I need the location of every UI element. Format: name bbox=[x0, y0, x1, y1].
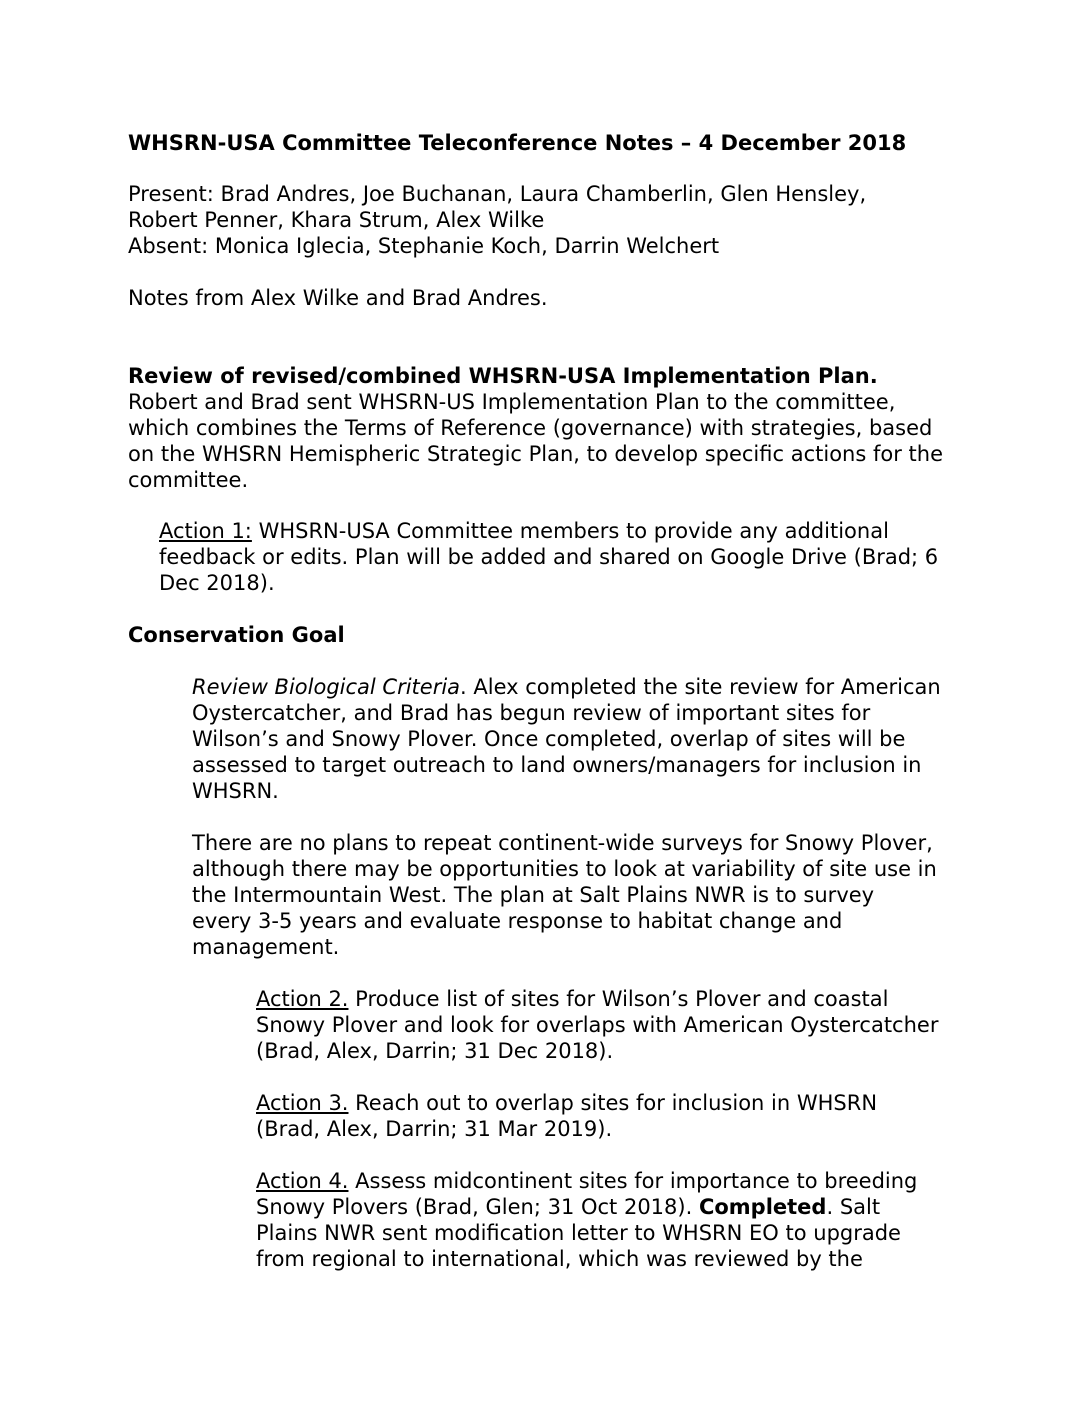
review-paragraph-line: which combines the Terms of Reference (governance) with strategies, based bbox=[128, 416, 933, 440]
action-2-line: (Brad, Alex, Darrin; 31 Dec 2018). bbox=[256, 1039, 614, 1063]
present-line-1: Present: Brad Andres, Joe Buchanan, Laura Chamberlin, Glen Hensley, bbox=[128, 182, 867, 206]
review-paragraph-line: on the WHSRN Hemispheric Strategic Plan, to develop specific actions for the bbox=[128, 442, 943, 466]
criteria-line: WHSRN. bbox=[192, 779, 279, 803]
surveys-line: management. bbox=[192, 935, 340, 959]
surveys-line: There are no plans to repeat continent-wide surveys for Snowy Plover, bbox=[192, 831, 933, 855]
action-4-line: Plains NWR sent modification letter to WHSRN EO to upgrade bbox=[256, 1221, 901, 1245]
absent-line: Absent: Monica Iglecia, Stephanie Koch, Darrin Welchert bbox=[128, 234, 720, 258]
action-1-line-3: Dec 2018). bbox=[159, 571, 275, 595]
review-paragraph-line: committee. bbox=[128, 468, 249, 492]
action-1-label: Action 1: bbox=[159, 519, 252, 543]
action-2-label: Action 2. bbox=[256, 987, 349, 1011]
action-1-line-1 bbox=[159, 518, 889, 544]
action-3-line: (Brad, Alex, Darrin; 31 Mar 2019). bbox=[256, 1117, 613, 1141]
action-1-text: WHSRN-USA Committee members to provide any additional bbox=[251, 519, 889, 543]
criteria-title: Review Biological Criteria bbox=[192, 675, 461, 699]
action-3-label: Action 3. bbox=[256, 1091, 349, 1115]
present-line-2: Robert Penner, Khara Strum, Alex Wilke bbox=[128, 208, 545, 232]
action-3-line-1 bbox=[256, 1090, 877, 1116]
action-3-text: Reach out to overlap sites for inclusion in WHSRN bbox=[348, 1091, 878, 1115]
action-4-text-pre: Snowy Plovers (Brad, Glen; 31 Oct 2018). bbox=[256, 1195, 699, 1219]
action-4-line-2 bbox=[256, 1194, 880, 1220]
action-2-line-1 bbox=[256, 986, 888, 1012]
action-4-text: Assess midcontinent sites for importance to breeding bbox=[348, 1169, 918, 1193]
surveys-line: the Intermountain West. The plan at Salt Plains NWR is to survey bbox=[192, 883, 875, 907]
action-1-line-2: feedback or edits. Plan will be added and shared on Google Drive (Brad; 6 bbox=[159, 545, 939, 569]
review-heading: Review of revised/combined WHSRN-USA Implementation Plan. bbox=[128, 364, 878, 388]
criteria-line: Wilson’s and Snowy Plover. Once completed, overlap of sites will be bbox=[192, 727, 906, 751]
completed-status: Completed bbox=[698, 1195, 827, 1219]
surveys-line: every 3-5 years and evaluate response to habitat change and bbox=[192, 909, 843, 933]
surveys-line: although there may be opportunities to look at variability of site use in bbox=[192, 857, 937, 881]
action-4-line-1 bbox=[256, 1168, 917, 1194]
action-2-text: Produce list of sites for Wilson’s Plover and coastal bbox=[348, 987, 889, 1011]
criteria-line: Oystercatcher, and Brad has begun review of important sites for bbox=[192, 701, 871, 725]
criteria-line: assessed to target outreach to land owners/managers for inclusion in bbox=[192, 753, 922, 777]
document-title: WHSRN-USA Committee Teleconference Notes – 4 December 2018 bbox=[128, 131, 907, 155]
criteria-text: . Alex completed the site review for American bbox=[460, 675, 941, 699]
action-4-label: Action 4. bbox=[256, 1169, 349, 1193]
action-4-line: from regional to international, which was reviewed by the bbox=[256, 1247, 863, 1271]
criteria-line-1 bbox=[192, 674, 941, 700]
action-4-text-post: . Salt bbox=[826, 1195, 881, 1219]
review-paragraph-line: Robert and Brad sent WHSRN-US Implementation Plan to the committee, bbox=[128, 390, 896, 414]
conservation-heading: Conservation Goal bbox=[128, 623, 345, 647]
notes-by: Notes from Alex Wilke and Brad Andres. bbox=[128, 286, 548, 310]
action-2-line: Snowy Plover and look for overlaps with American Oystercatcher bbox=[256, 1013, 939, 1037]
